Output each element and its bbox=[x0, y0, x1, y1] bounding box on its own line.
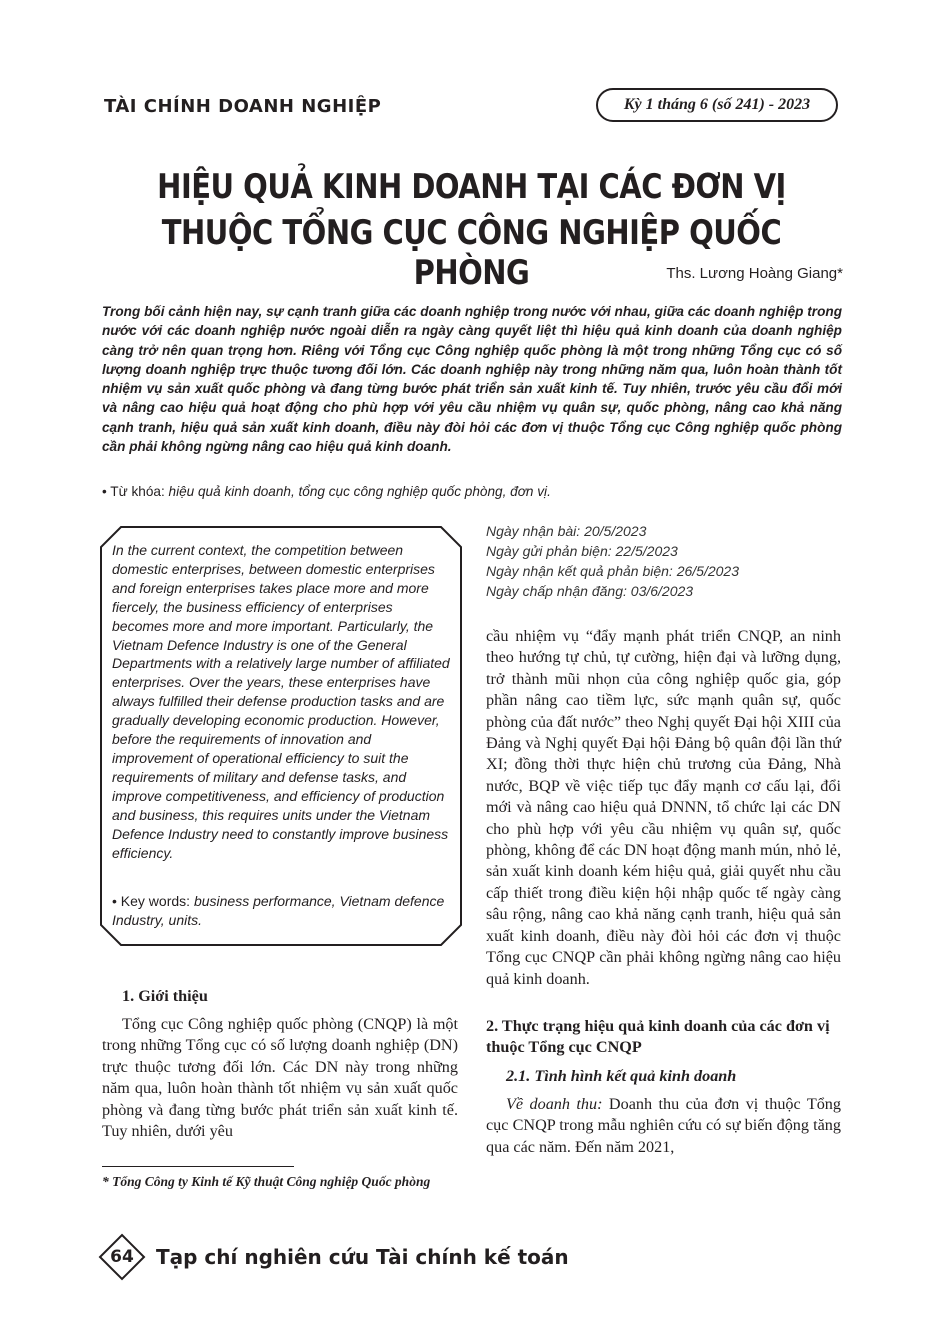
keywords-vi-terms: hiệu quả kinh doanh, tổng cục công nghiệp quốc phòng, đơn vị. bbox=[168, 484, 551, 499]
footnote: * Tổng Công ty Kinh tế Kỹ thuật Công nghiệp Quốc phòng bbox=[102, 1174, 431, 1189]
section-header: TÀI CHÍNH DOANH NGHIỆP bbox=[104, 96, 382, 117]
section-2-heading: 2. Thực trạng hiệu quả kinh doanh của các đơn vị thuộc Tổng cục CNQP bbox=[486, 1017, 830, 1057]
journal-name: Tạp chí nghiên cứu Tài chính kế toán bbox=[156, 1245, 569, 1269]
footnote-divider bbox=[102, 1166, 294, 1167]
date-review-result: Ngày nhận kết quả phản biện: 26/5/2023 bbox=[486, 563, 739, 579]
keywords-english bbox=[112, 892, 452, 930]
keywords-en-terms: business performance, Vietnam defence Industry, units. bbox=[112, 893, 445, 928]
section-2-paragraph bbox=[486, 1094, 841, 1158]
right-column-paragraph: cầu nhiệm vụ “đẩy mạnh phát triển CNQP, an ninh theo hướng tự chủ, tự cường, hiện đại và lưỡng dụng, trở thành mũi nhọn của công nghiệp quốc gia, góp phần nâng cao tiềm lực, sức mạnh quân sự, quốc phòng của đất nước” theo Nghị quyết Đại hội XIII của Đảng và Nghị quyết Đại hội Đảng bộ quân đội lần thứ XI; đồng thời thực hiện chủ trương của Đảng, Nhà nước, BQP về việc tiếp tục đẩy mạnh cơ cấu lại, đổi mới và nâng cao hiệu quả DNNN, tổ chức lại các DN cho phù hợp với yêu cầu nhiệm vụ quân sự, quốc phòng, không để các DN hoạt động manh mún, nhỏ lẻ, sản xuất kinh doanh kém hiệu quả, giải quyết nhu cầu cấp thiết trong điều kiện hội nhập quốc tế ngày càng sâu rộng, nâng cao khả năng cạnh tranh, hiệu quả sản xuất kinh doanh, điều này đòi hỏi các đơn vị thuộc Tổng cục CNQP cần phải không ngừng nâng cao hiệu quả kinh doanh. bbox=[486, 627, 841, 988]
date-sent-review: Ngày gửi phản biện: 22/5/2023 bbox=[486, 543, 678, 559]
article-dates bbox=[486, 521, 739, 601]
keywords-en-label: • Key words: bbox=[112, 893, 191, 909]
author: Ths. Lương Hoàng Giang* bbox=[666, 265, 843, 282]
abstract-english: In the current context, the competition between domestic enterprises, between domestic enterprises and foreign enterprises takes place more and more fiercely, the business efficiency of enterprises becomes more and more important. Particularly, the Vietnam Defence Industry is one of the General Departments with a relatively large number of affiliated enterprises. Over the years, these enterprises have always fulfilled their defense production tasks and are gradually developing economic production. However, before the requirements of innovation and improvement of operational efficiency to suit the requirements of military and defense tasks, and improve competitiveness, and efficiency of production and business, this requires units under the Vietnam Defence Industry need to constantly improve business efficiency. bbox=[112, 542, 450, 861]
section-2-text: Doanh thu của đơn vị thuộc Tổng cục CNQP trong mẫu nghiên cứu có sự biến động tăng qua các năm. Đến năm 2021, bbox=[486, 1095, 841, 1156]
section-1-paragraph: Tổng cục Công nghiệp quốc phòng (CNQP) là một trong những Tổng cục có số lượng doanh nghiệp (DN) trực thuộc tương đối lớn. Các DN này trong những năm qua, luôn hoàn thành tốt nhiệm vụ sản xuất quốc phòng và đang từng bước phát triển sản xuất kinh tế. Tuy nhiên, dưới yêu bbox=[102, 1015, 458, 1141]
article-title-line-2: THUỘC TỔNG CỤC CÔNG NGHIỆP QUỐC PHÒNG bbox=[161, 212, 782, 293]
article-title-line-1: HIỆU QUẢ KINH DOANH TẠI CÁC ĐƠN VỊ bbox=[157, 166, 786, 207]
section-2-lead: Về doanh thu: bbox=[506, 1095, 603, 1113]
abstract-vietnamese: Trong bối cảnh hiện nay, sự cạnh tranh giữa các doanh nghiệp trong nước với nhau, giữa các doanh nghiệp trong nước với các doanh nghiệp nước ngoài diễn ra ngày càng quyết liệt thì hiệu quả kinh doanh của doanh nghiệp càng trở nên quan trọng hơn. Riêng với Tổng cục Công nghiệp quốc phòng là một trong những Tổng cục có số lượng doanh nghiệp trực thuộc tương đối lớn. Các doanh nghiệp này trong những năm qua, luôn hoàn thành tốt nhiệm vụ sản xuất quốc phòng và đang từng bước phát triển sản xuất kinh tế. Tuy nhiên, trước yêu cầu đổi mới và nâng cao hiệu quả hoạt động cho phù hợp với yêu cầu nhiệm vụ quân sự, quốc phòng, nâng cao khả năng cạnh tranh, hiệu quả sản xuất kinh doanh, điều này đòi hỏi các đơn vị thuộc Tổng cục Công nghiệp quốc phòng cần phải không ngừng nâng cao hiệu quả kinh doanh. bbox=[102, 304, 842, 455]
keywords-vietnamese bbox=[102, 484, 842, 499]
date-accepted: Ngày chấp nhận đăng: 03/6/2023 bbox=[486, 583, 694, 599]
date-received: Ngày nhận bài: 20/5/2023 bbox=[486, 523, 647, 539]
issue-badge: Kỳ 1 tháng 6 (số 241) - 2023 bbox=[596, 88, 838, 122]
page-number: 64 bbox=[110, 1247, 134, 1267]
section-1-heading: 1. Giới thiệu bbox=[122, 987, 208, 1005]
section-2-1-heading: 2.1. Tình hình kết quả kinh doanh bbox=[506, 1067, 737, 1085]
keywords-vi-label: • Từ khóa: bbox=[102, 484, 165, 499]
